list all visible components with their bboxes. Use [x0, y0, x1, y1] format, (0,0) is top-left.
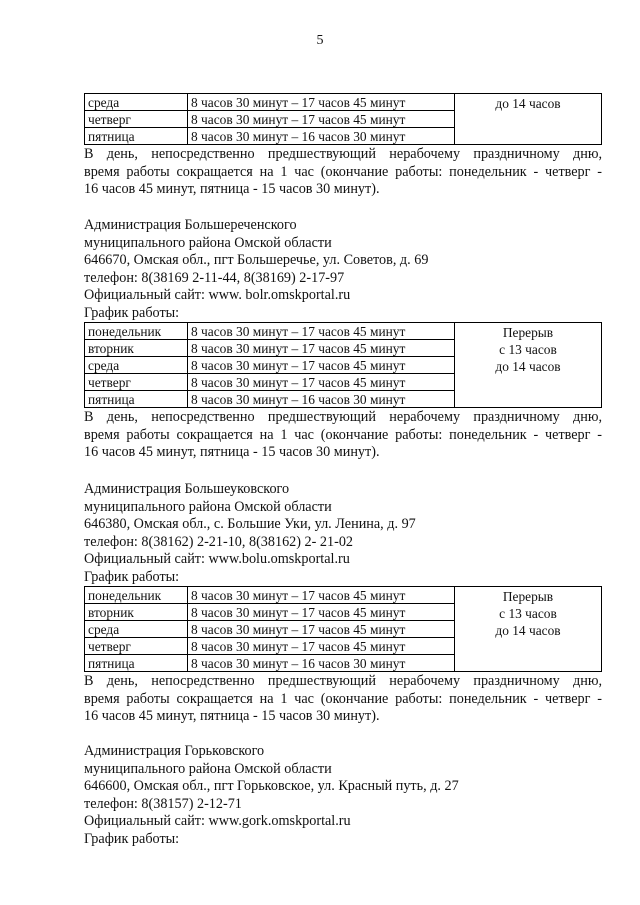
day-cell: понедельник [85, 587, 188, 604]
day-cell: среда [85, 357, 188, 374]
table-row [85, 323, 602, 340]
note-line: время работы сокращается на 1 час (окончание работы: понедельник - четверг - [84, 163, 602, 180]
admin-name: Администрация Большереченского [84, 217, 297, 233]
holiday-note [84, 409, 602, 462]
break-cell [455, 323, 602, 408]
page-number: 5 [316, 33, 324, 48]
note-line: время работы сокращается на 1 час (окончание работы: понедельник - четверг - [84, 426, 602, 443]
time-cell: 8 часов 30 минут – 17 часов 45 минут [188, 604, 455, 621]
time-cell: 8 часов 30 минут – 16 часов 30 минут [188, 655, 455, 672]
admin-name: Администрация Горьковского [84, 743, 265, 759]
day-cell: пятница [85, 655, 188, 672]
break-cell [455, 587, 602, 672]
note-line: 16 часов 45 минут, пятница - 15 часов 30 минут). [84, 708, 380, 724]
time-cell: 8 часов 30 минут – 17 часов 45 минут [188, 357, 455, 374]
admin-subtitle: муниципального района Омской области [84, 498, 332, 515]
break-line: до 14 часов [495, 623, 561, 638]
break-cell [455, 94, 602, 145]
schedule-table [84, 93, 602, 145]
day-cell: четверг [85, 638, 188, 655]
time-cell: 8 часов 30 минут – 17 часов 45 минут [188, 111, 455, 128]
holiday-note [84, 146, 602, 199]
day-cell: пятница [85, 391, 188, 408]
schedule-table [84, 586, 602, 672]
time-cell: 8 часов 30 минут – 17 часов 45 минут [188, 374, 455, 391]
day-cell: пятница [85, 128, 188, 145]
note-line: 16 часов 45 минут, пятница - 15 часов 30 минут). [84, 181, 380, 197]
admin-section-bolu [84, 481, 604, 726]
time-cell: 8 часов 30 минут – 17 часов 45 минут [188, 587, 455, 604]
break-line: Перерыв [502, 325, 554, 340]
note-line: время работы сокращается на 1 час (окончание работы: понедельник - четверг - [84, 690, 602, 707]
note-line: В день, непосредственно предшествующий нерабочему праздничному дню, [84, 409, 602, 425]
admin-name: Администрация Большеуковского [84, 481, 290, 497]
admin-address: 646670, Омская обл., пгт Большеречье, ул. Советов, д. 69 [84, 252, 429, 268]
note-line: В день, непосредственно предшествующий нерабочему праздничному дню, [84, 146, 602, 162]
admin-phone: телефон: 8(38169 2-11-44, 8(38169) 2-17-97 [84, 269, 345, 286]
day-cell: понедельник [85, 323, 188, 340]
day-cell: вторник [85, 604, 188, 621]
time-cell: 8 часов 30 минут – 16 часов 30 минут [188, 391, 455, 408]
break-line: до 14 часов [495, 96, 561, 111]
day-cell: четверг [85, 374, 188, 391]
admin-phone: телефон: 8(38162) 2-21-10, 8(38162) 2- 21-02 [84, 533, 354, 550]
time-cell: 8 часов 30 минут – 17 часов 45 минут [188, 621, 455, 638]
admin-site: Официальный сайт: www.bolu.omskportal.ru [84, 551, 350, 567]
day-cell: вторник [85, 340, 188, 357]
admin-section-gork [84, 743, 604, 848]
note-line: В день, непосредственно предшествующий нерабочему праздничному дню, [84, 673, 602, 689]
time-cell: 8 часов 30 минут – 17 часов 45 минут [188, 340, 455, 357]
note-line: 16 часов 45 минут, пятница - 15 часов 30 минут). [84, 444, 380, 460]
schedule-table [84, 322, 602, 408]
table-row [85, 587, 602, 604]
admin-subtitle: муниципального района Омской области [84, 234, 332, 251]
break-line: до 14 часов [495, 359, 561, 374]
holiday-note [84, 673, 602, 726]
admin-section-bolr [84, 217, 604, 462]
admin-site: Официальный сайт: www. bolr.omskportal.ru [84, 287, 351, 303]
time-cell: 8 часов 30 минут – 16 часов 30 минут [188, 128, 455, 145]
day-cell: четверг [85, 111, 188, 128]
schedule-label: График работы: [84, 568, 180, 585]
break-line: с 13 часов [499, 606, 557, 621]
break-line: с 13 часов [499, 342, 557, 357]
admin-subtitle: муниципального района Омской области [84, 760, 332, 777]
admin-site: Официальный сайт: www.gork.omskportal.ru [84, 813, 351, 829]
break-line: Перерыв [502, 589, 554, 604]
table-row [85, 94, 602, 111]
admin-address: 646600, Омская обл., пгт Горьковское, ул. Красный путь, д. 27 [84, 778, 459, 794]
schedule-label: График работы: [84, 830, 180, 847]
time-cell: 8 часов 30 минут – 17 часов 45 минут [188, 323, 455, 340]
admin-address: 646380, Омская обл., с. Большие Уки, ул. Ленина, д. 97 [84, 516, 416, 532]
day-cell: среда [85, 621, 188, 638]
time-cell: 8 часов 30 минут – 17 часов 45 минут [188, 94, 455, 111]
schedule-label: График работы: [84, 304, 180, 321]
admin-phone: телефон: 8(38157) 2-12-71 [84, 795, 242, 812]
day-cell: среда [85, 94, 188, 111]
time-cell: 8 часов 30 минут – 17 часов 45 минут [188, 638, 455, 655]
schedule-block-continued [84, 93, 604, 199]
